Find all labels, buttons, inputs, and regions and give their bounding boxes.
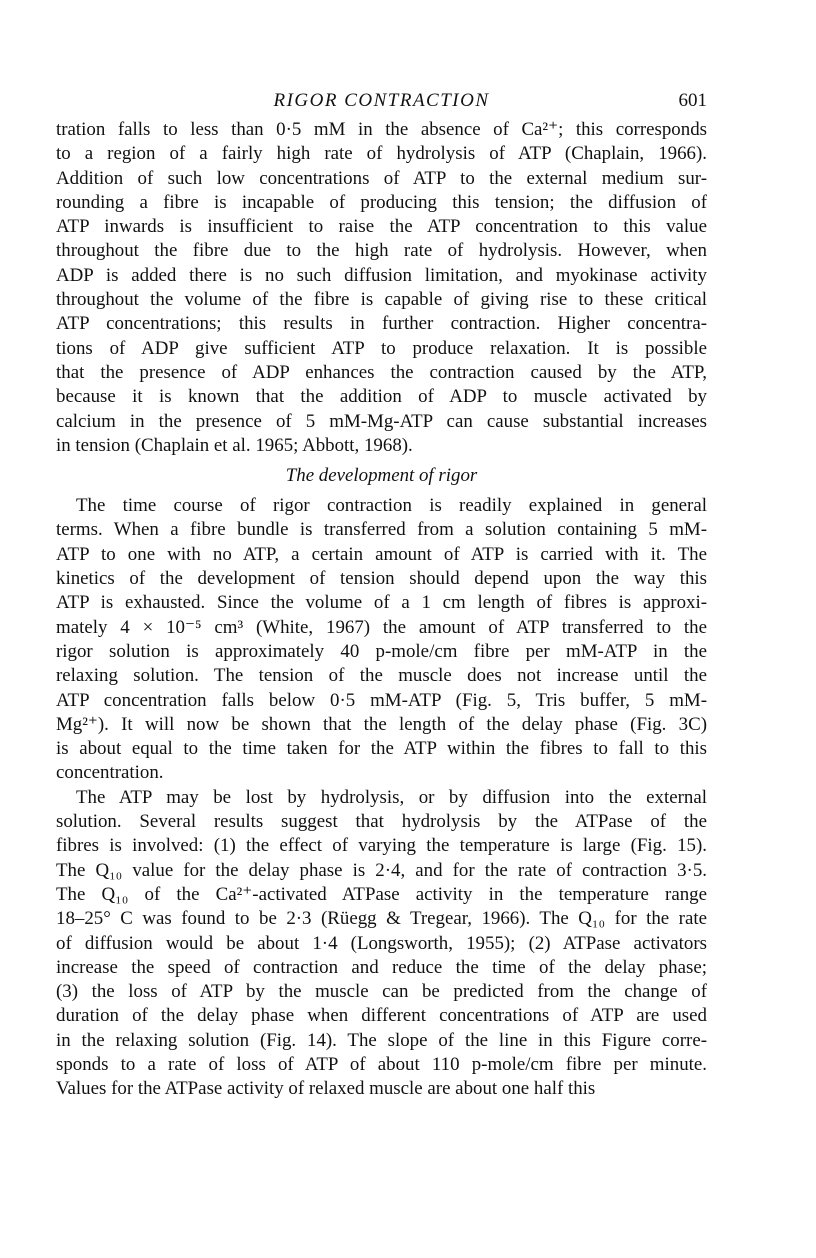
text-line: tration falls to less than 0·5 mM in the absence of Ca²⁺; this corresponds xyxy=(56,119,707,140)
text-line: ATP to one with no ATP, a certain amount of ATP is carried with it. The xyxy=(56,543,707,565)
text-line: ATP is exhausted. Since the volume of a 1 cm length of fibres is approxi- xyxy=(56,592,707,614)
text-line: (3) the loss of ATP by the muscle can be predicted from the change of xyxy=(56,981,707,1003)
text-line: increase the speed of contraction and reduce the time of the delay phase; xyxy=(56,956,707,978)
page-number: 601 xyxy=(678,90,707,111)
text-line: mately 4 × 10⁻⁵ cm³ (White, 1967) the amount of ATP transferred to the xyxy=(56,616,707,638)
text-line: relaxing solution. The tension of the muscle does not increase until the xyxy=(56,665,707,687)
text-line: solution. Several results suggest that hydrolysis by the ATPase of the xyxy=(56,811,707,833)
text-line: tions of ADP give sufficient ATP to produce relaxation. It is possible xyxy=(56,337,707,359)
text-line: because it is known that the addition of ADP to muscle activated by xyxy=(56,386,707,408)
text-line: sponds to a rate of loss of ATP of about 110 p-mole/cm fibre per minute. xyxy=(56,1053,707,1075)
section-heading: The development of rigor xyxy=(285,465,478,487)
text-line: Values for the ATPase activity of relaxed muscle are about one half this xyxy=(56,1078,596,1100)
journal-page xyxy=(56,88,707,1102)
text-line: ATP concentration falls below 0·5 mM-ATP (Fig. 5, Tris buffer, 5 mM- xyxy=(56,689,707,711)
text-line: Mg²⁺). It will now be shown that the length of the delay phase (Fig. 3C) xyxy=(56,713,707,735)
text-line: duration of the delay phase when different concentrations of ATP are used xyxy=(56,1005,707,1027)
text-line: ATP inwards is insufficient to raise the ATP concentration to this value xyxy=(56,216,707,238)
text-line: fibres is involved: (1) the effect of varying the temperature is large (Fig. 15). xyxy=(56,835,707,857)
text-line: Addition of such low concentrations of ATP to the external medium sur- xyxy=(56,167,707,189)
paragraph-development-of-rigor xyxy=(56,494,707,786)
paragraph-atp-loss xyxy=(56,786,707,1102)
text-line: in the relaxing solution (Fig. 14). The slope of the line in this Figure corre- xyxy=(56,1029,707,1051)
text-line: ADP is added there is no such diffusion limitation, and myokinase activity xyxy=(56,264,707,286)
text-line: throughout the volume of the fibre is capable of giving rise to these critical xyxy=(56,289,707,311)
text-line: concentration. xyxy=(56,762,164,784)
text-line: in tension (Chaplain et al. 1965; Abbott, 1968). xyxy=(56,434,413,456)
text-line: calcium in the presence of 5 mM-Mg-ATP can cause substantial increases xyxy=(56,410,707,432)
page-header xyxy=(56,88,707,118)
text-line: The time course of rigor contraction is readily explained in general xyxy=(76,495,707,517)
article-body xyxy=(56,118,707,1102)
text-line: ATP concentrations; this results in further contraction. Higher concentra- xyxy=(56,313,707,335)
text-line: The ATP may be lost by hydrolysis, or by diffusion into the external xyxy=(76,786,707,808)
text-line: The Q₁₀ value for the delay phase is 2·4, and for the rate of contraction 3·5. xyxy=(56,859,707,881)
text-line: to a region of a fairly high rate of hydrolysis of ATP (Chaplain, 1966). xyxy=(56,143,707,165)
text-line: is about equal to the time taken for the ATP within the fibres to fall to this xyxy=(56,738,707,760)
paragraph-continuation xyxy=(56,118,707,458)
text-line: kinetics of the development of tension should depend upon the way this xyxy=(56,568,707,590)
text-line: that the presence of ADP enhances the contraction caused by the ATP, xyxy=(56,361,707,383)
text-line: rounding a fibre is incapable of producing this tension; the diffusion of xyxy=(56,191,707,213)
text-line: rigor solution is approximately 40 p-mole/cm fibre per mM-ATP in the xyxy=(56,640,707,662)
running-title: RIGOR CONTRACTION xyxy=(273,90,490,111)
text-line: terms. When a fibre bundle is transferred from a solution containing 5 mM- xyxy=(56,519,707,541)
text-line: The Q₁₀ of the Ca²⁺-activated ATPase activity in the temperature range xyxy=(56,883,707,905)
text-line: of diffusion would be about 1·4 (Longsworth, 1955); (2) ATPase activators xyxy=(56,932,707,954)
text-line: 18–25° C was found to be 2·3 (Rüegg & Tregear, 1966). The Q₁₀ for the rate xyxy=(56,908,707,930)
text-line: throughout the fibre due to the high rate of hydrolysis. However, when xyxy=(56,240,707,262)
